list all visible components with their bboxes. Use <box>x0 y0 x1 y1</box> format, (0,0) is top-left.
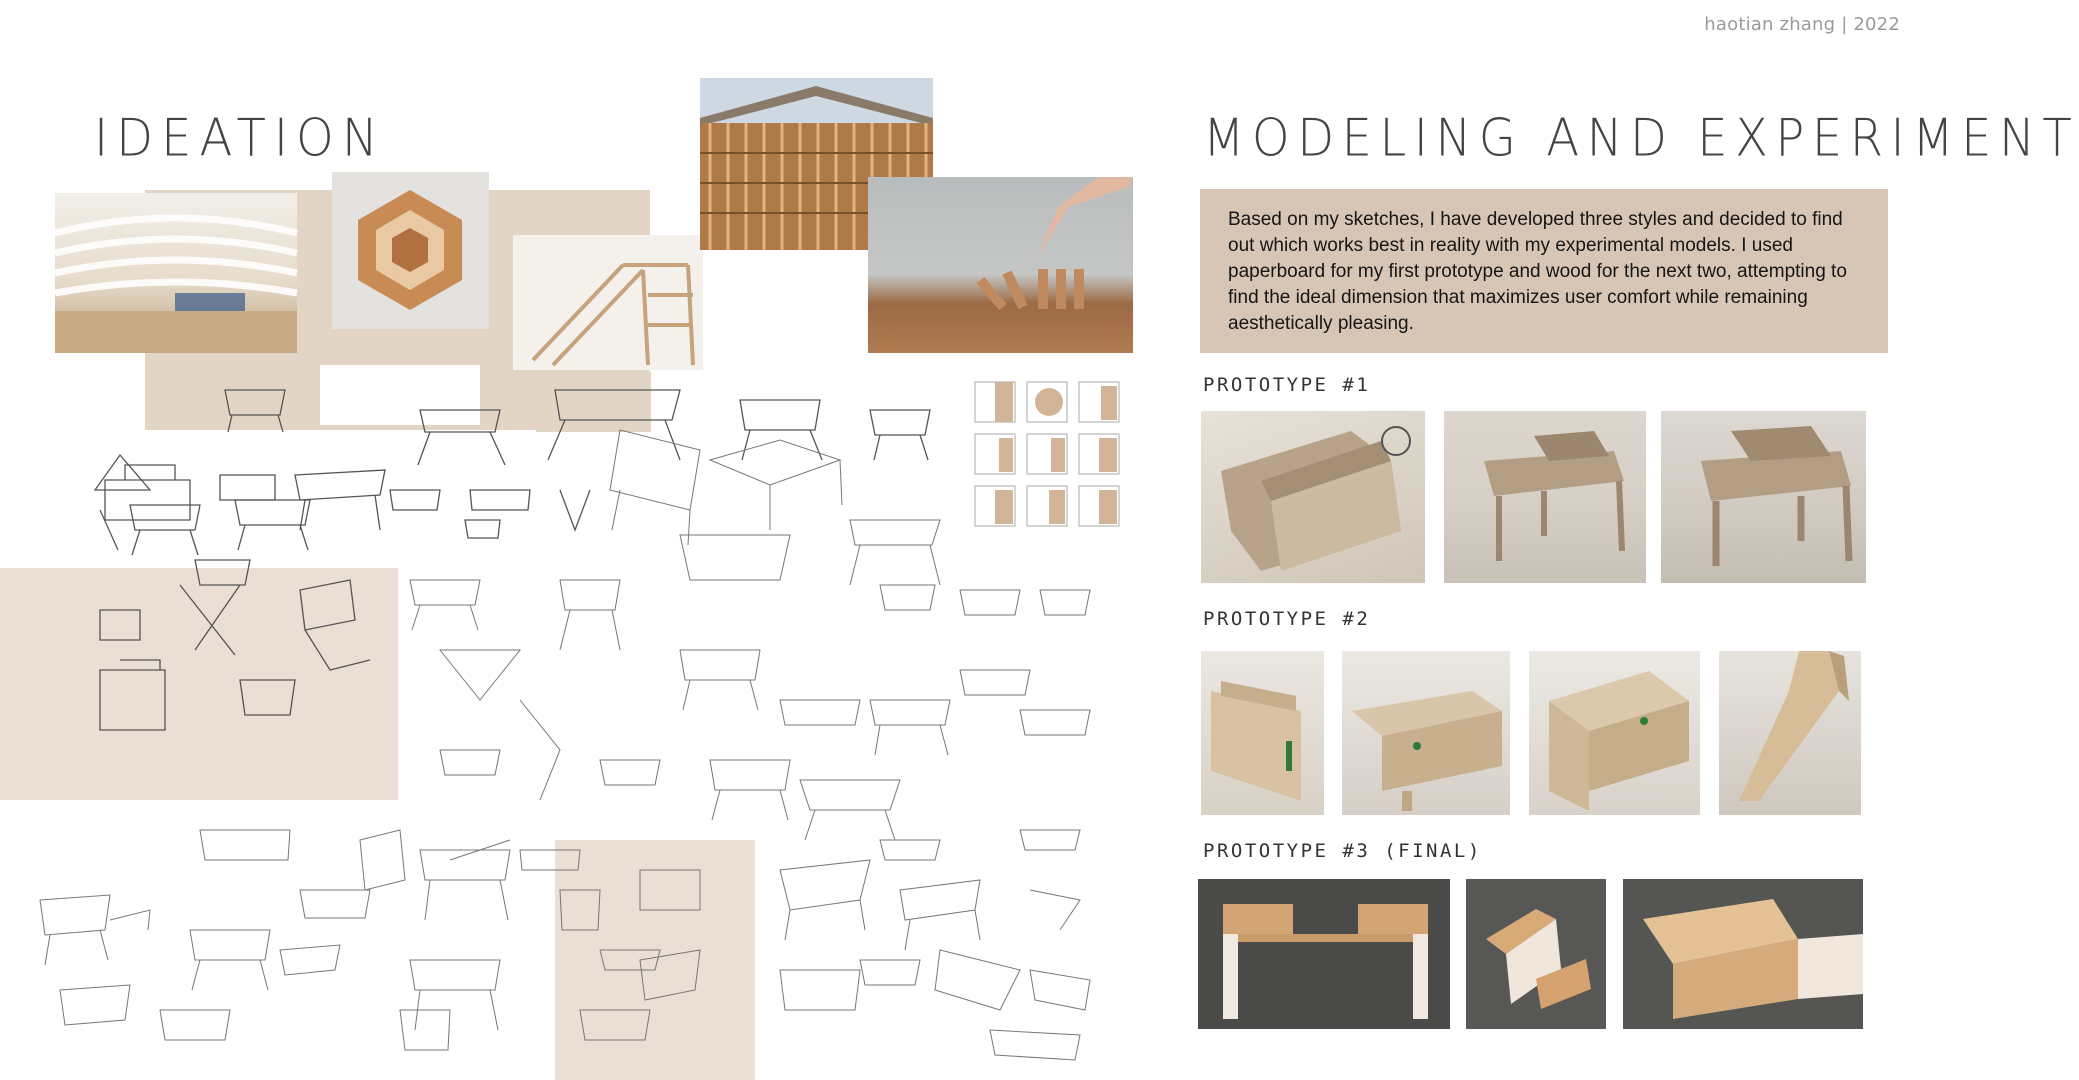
prototype-2-label: PROTOTYPE #2 <box>1203 608 1371 630</box>
description-box: Based on my sketches, I have developed three styles and decided to find out which works best in reality with my experimental models. I used paperboard for my first prototype and wood for the next two, attempting to find the ideal dimension that maximizes user comfort while remaining aesthetically pleasing. <box>1200 189 1888 353</box>
prototype-1-label: PROTOTYPE #1 <box>1203 374 1371 396</box>
prototype-3-photo-b <box>1466 879 1606 1029</box>
prototype-1-photo-a <box>1201 411 1425 583</box>
prototype-2-photo-d <box>1719 651 1861 815</box>
author-credit: haotian zhang | 2022 <box>1704 14 1900 35</box>
library-interior-photo <box>55 193 297 353</box>
prototype-3-photo-a <box>1198 879 1450 1029</box>
hexagon-pattern-photo <box>332 172 489 329</box>
modeling-title: MODELING AND EXPERIMENT <box>1203 107 2079 169</box>
ideation-title: IDEATION <box>94 107 386 169</box>
climbing-frame-photo <box>513 235 703 370</box>
prototype-1-photo-b <box>1444 411 1646 583</box>
prototype-2-photo-b <box>1342 651 1510 815</box>
prototype-3-photo-c <box>1623 879 1863 1029</box>
prototype-2-photo-a <box>1201 651 1324 815</box>
domino-photo <box>868 177 1133 353</box>
prototype-3-label: PROTOTYPE #3 (FINAL) <box>1203 840 1482 862</box>
furniture-sketches <box>0 370 1120 1080</box>
prototype-2-photo-c <box>1529 651 1700 815</box>
prototype-1-photo-c <box>1661 411 1866 583</box>
